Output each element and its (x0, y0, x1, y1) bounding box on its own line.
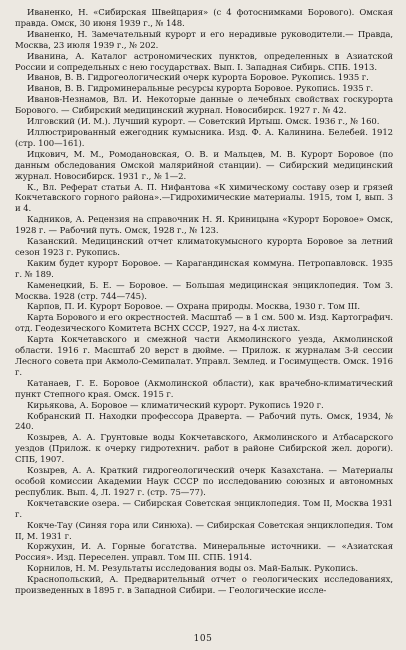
bibliography-entry: Иваненко, Н. «Сибирская Швейцария» (с 4 фотоснимками Борового). Омская правда. Омск, 30 июня 1939 г., № 148. (15, 8, 393, 29)
bibliography-entry: Иванов, В. В. Гидрогеологический очерк курорта Боровое. Рукопись. 1935 г. (27, 73, 369, 84)
bibliography-entry: Козырев, А. А. Грунтовые воды Кокчетавского, Акмолинского и Атбасарского уездов (Прилож. к очерку гидротехнич. работ в районе Сибирской жел. дороги). СПБ, 1907. (15, 433, 393, 466)
bibliography-entry: Карта Борового и его окрестностей. Масштаб — в 1 см. 500 м. Изд. Картографич. отд. Геодезического Комитета ВСНХ СССР, 1927, на 4-х листах. (15, 313, 393, 335)
bibliography-entry: К., Вл. Реферат статьи А. П. Нифантова «К химическому составу озер и грязей Кокчетавского горного района».—Гидрохимические материалы. 1915, том I, вып. 3 и 4. (15, 182, 393, 215)
bibliography-entry: Каменецкий, Б. Е. — Боровое. — Большая медицинская энциклопедия. Том 3. Москва. 1928 (стр. 744—745). (15, 280, 393, 302)
bibliography-entry: Кобранский П. Находки профессора Дравертa. — Рабочий путь. Омск, 1934, № 240. (15, 411, 393, 433)
bibliography-entry: Кокчетавские озера. — Сибирская Советская энциклопедия. Том II, Москва 1931 г. (15, 498, 393, 520)
bibliography-entry: Кадников, А. Рецензия на справочник Н. Я. Криницына «Курорт Боровое» Омск, 1928 г. — Рабочий путь. Омск, 1928 г., № 123. (15, 215, 393, 237)
bibliography-entry: Карпов, П. И. Курорт Боровое. — Охрана природы. Москва, 1930 г. Том III. (27, 302, 361, 313)
bibliography-entry: Катанаев, Г. Е. Боровое (Акмолинской области), как врачебно-климатический пункт Степного края. Омск. 1915 г. (15, 378, 393, 400)
bibliography-entry: Иванов, В. В. Гидроминеральные ресурсы курорта Боровое. Рукопись. 1935 г. (27, 84, 374, 95)
bibliography-entry: Карта Кокчетавского и смежной части Акмолинского уезда, Акмолинской области. 1916 г. Масштаб 20 верст в дюйме. — Прилож. к журналам 3-й сессии Лесного совета при Акмоло-Семипалат. Управл. Землед. и Госимуществ. Омск. 1916 г. (15, 335, 393, 378)
bibliography-entry: Краснопольский, А. Предварительный отчет о геологических исследованиях, произведенных в 1895 г. в Западной Сибири. — Геологические иссле- (15, 575, 393, 597)
bibliography-entry: Каким будет курорт Боровое. — Карагандинская коммуна. Петропавловск. 1935 г. № 189. (15, 258, 393, 280)
bibliography-list (15, 8, 393, 597)
bibliography-entry: Кирьякова, А. Боровое — климатический курорт. Рукопись 1920 г. (27, 400, 324, 411)
bibliography-entry: Корнилов, Н. М. Результаты исследования воды оз. Май-Балык. Рукопись. (27, 564, 358, 575)
bibliography-entry: Иваненко, Н. Замечательный курорт и его нерадивые руководители.— Правда, Москва, 23 июля 1939 г., № 202. (15, 29, 393, 51)
page-number: 105 (193, 634, 213, 644)
bibliography-entry: Кокче-Тау (Синяя гора или Синюха). — Сибирская Советская энциклопедия. Том II, М. 1931 г. (15, 520, 393, 542)
bibliography-entry: Иванина, А. Каталог астрономических пунктов, определенных в Азиатской России и сопредельных с нею государствах. Вып. I. Западная Сибирь. СПБ. 1913. (15, 51, 393, 73)
bibliography-entry: Коржухин, И. А. Горные богатства. Минеральные источники. — «Азиатская Россия». Изд. Переселен. управл. Том III. СПБ. 1914. (15, 542, 393, 564)
bibliography-entry: Ицкович, М. М., Ромодановская, О. В. и Мальцев, М. В. Курорт Боровое (по данным обследования Омской малярийной станции). — Сибирский медицинский журнал. Новосибирск. 1931 г., № 1—2. (15, 149, 393, 182)
bibliography-entry: Казанский. Медицинский отчет климатокумысного курорта Боровое за летний сезон 1923 г. Рукопись. (15, 237, 393, 258)
bibliography-entry: Илговский (И. М.). Лучший курорт. — Советский Иртыш. Омск. 1936 г., № 160. (27, 117, 380, 128)
bibliography-entry: Козырев, А. А. Краткий гидрогеологический очерк Казахстана. — Материалы особой комиссии Академии Наук СССР по исследованию союзных и автономных республик. Вып. 4, Л. 1927 г. (стр. 75—77). (15, 466, 393, 498)
bibliography-entry: Иллюстрированный ежегодник кумысника. Изд. Ф. А. Калинина. Белебей. 1912 (стр. 100—161). (15, 127, 393, 149)
bibliography-entry: Иванов-Незнамов, Вл. И. Некоторые данные о лечебных свойствах госкурорта Борового. — Сибирский медицинский журнал. Новосибирск. 1927 г. № 42. (15, 95, 393, 117)
